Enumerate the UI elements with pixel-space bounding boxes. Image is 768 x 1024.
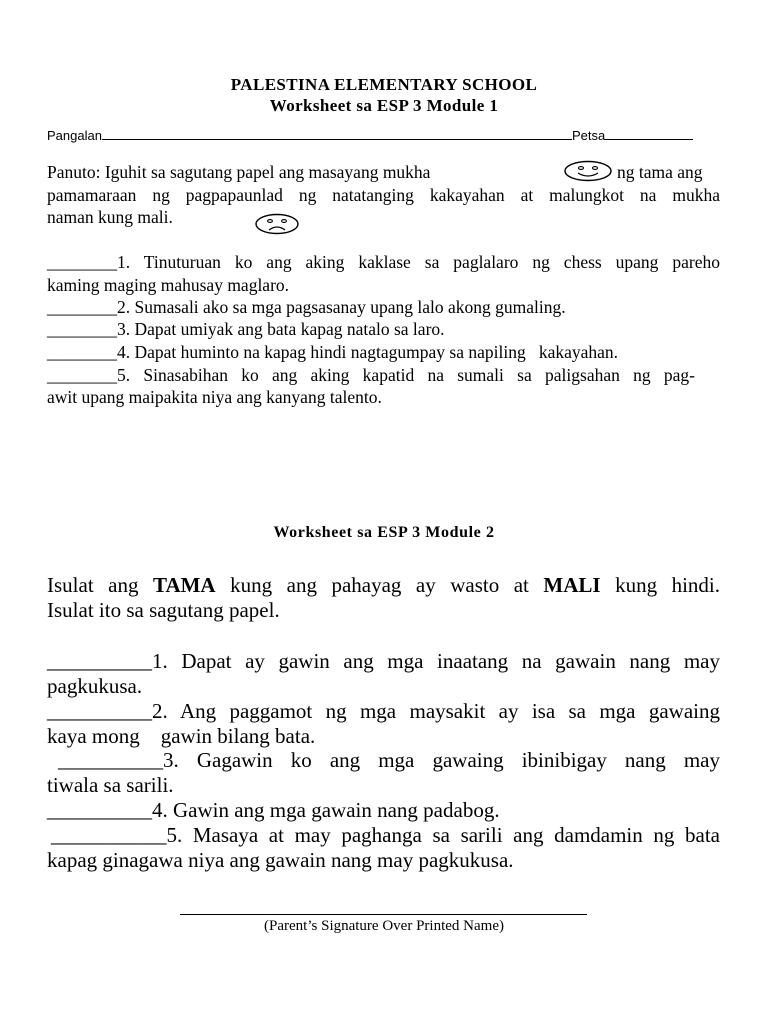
m2-item-2-text: 2. Ang paggamot ng mga maysakit ay isa sa mga gawaing (152, 699, 720, 723)
answer-blank: ________ (47, 319, 117, 339)
answer-blank: __________ (58, 748, 163, 772)
m1-item-2-text: 2. Sumasali ako sa mga pagsasanay upang lalo akong gumaling. (117, 297, 566, 317)
instruction-line-3: naman kung mali. (47, 207, 173, 227)
worksheet-1-title: Worksheet sa ESP 3 Module 1 (269, 96, 499, 115)
m2-item-3-text: 3. Gagawin ko ang mga gawaing ibinibigay nang may (163, 748, 720, 772)
answer-blank: ________ (47, 252, 117, 272)
m2-item-4-text: 4. Gawin ang mga gawain nang padabog. (152, 798, 500, 822)
m2-instr-b: kung ang pahayag ay wasto at (215, 573, 544, 597)
tama-label: TAMA (153, 573, 216, 597)
m2-instr-c: kung hindi. (600, 573, 721, 597)
date-field-line (605, 128, 693, 140)
date-label: Petsa (571, 128, 606, 143)
worksheet-2-title: Worksheet sa ESP 3 Module 2 (273, 524, 495, 541)
m1-item-1-text: 1. Tinuturuan ko ang aking kaklase sa paglalaro ng chess upang pareho (117, 252, 720, 272)
m2-item-3-cont: tiwala sa sarili. (47, 773, 174, 797)
answer-blank: ________ (47, 342, 117, 362)
m2-instruction-line-2: Isulat ito sa sagutang papel. (47, 598, 280, 622)
m1-item-1 (47, 251, 720, 274)
m2-item-1-text: 1. Dapat ay gawin ang mga inaatang na gawain nang may (152, 649, 720, 673)
instruction-line-1a: Panuto: Iguhit sa sagutang papel ang masayang mukha (47, 162, 431, 182)
m1-item-5-text: 5. Sinasabihan ko ang aking kapatid na sumali sa paligsahan ng pag- (117, 365, 695, 385)
answer-blank: __________ (47, 798, 152, 822)
instruction-line-2: pamamaraan ng pagpapaunlad ng natatanging kakayahan at malungkot na mukha (47, 185, 720, 205)
name-label: Pangalan (47, 128, 102, 143)
answer-blank: ___________ (51, 823, 167, 847)
m2-item-1 (47, 649, 720, 674)
m1-item-3 (47, 318, 445, 341)
m2-item-4 (47, 798, 500, 823)
m2-item-3 (58, 748, 720, 773)
answer-blank: ________ (47, 297, 117, 317)
m1-item-2 (47, 296, 566, 319)
smiley-face-icon (563, 160, 613, 182)
m2-instr-a: Isulat ang (47, 573, 153, 597)
mali-label: MALI (543, 573, 601, 597)
answer-blank: __________ (47, 649, 152, 673)
sad-face-icon (254, 213, 300, 235)
m1-item-1-cont: kaming maging mahusay maglaro. (47, 275, 290, 295)
m1-item-5-cont: awit upang maipakita niya ang kanyang talento. (47, 387, 382, 407)
school-name: PALESTINA ELEMENTARY SCHOOL (230, 75, 538, 94)
m2-item-1-cont: pagkukusa. (47, 674, 143, 698)
m2-item-5-cont: kapag ginagawa niya ang gawain nang may pagkukusa. (47, 848, 514, 872)
m1-item-4-text: 4. Dapat huminto na kapag hindi nagtagumpay sa napiling kakayahan. (117, 342, 619, 362)
signature-line (180, 914, 587, 915)
m2-item-2-cont: kaya mong gawin bilang bata. (47, 724, 316, 748)
m2-instruction-line-1 (47, 573, 720, 598)
m1-item-4 (47, 341, 618, 364)
m2-item-5-text: 5. Masaya at may paghanga sa sarili ang damdamin ng bata (166, 823, 720, 847)
instruction-line-2-wrap (47, 184, 720, 207)
answer-blank: __________ (47, 699, 152, 723)
m2-item-5 (51, 823, 720, 848)
m1-item-3-text: 3. Dapat umiyak ang bata kapag natalo sa laro. (117, 319, 445, 339)
answer-blank: ________ (47, 365, 117, 385)
m1-item-5 (47, 364, 720, 387)
name-field-line (102, 128, 572, 140)
name-date-row (47, 128, 693, 143)
signature-caption: (Parent’s Signature Over Printed Name) (264, 918, 504, 934)
instruction-line-1b: ng tama ang (617, 162, 703, 182)
m2-item-2 (47, 699, 720, 724)
